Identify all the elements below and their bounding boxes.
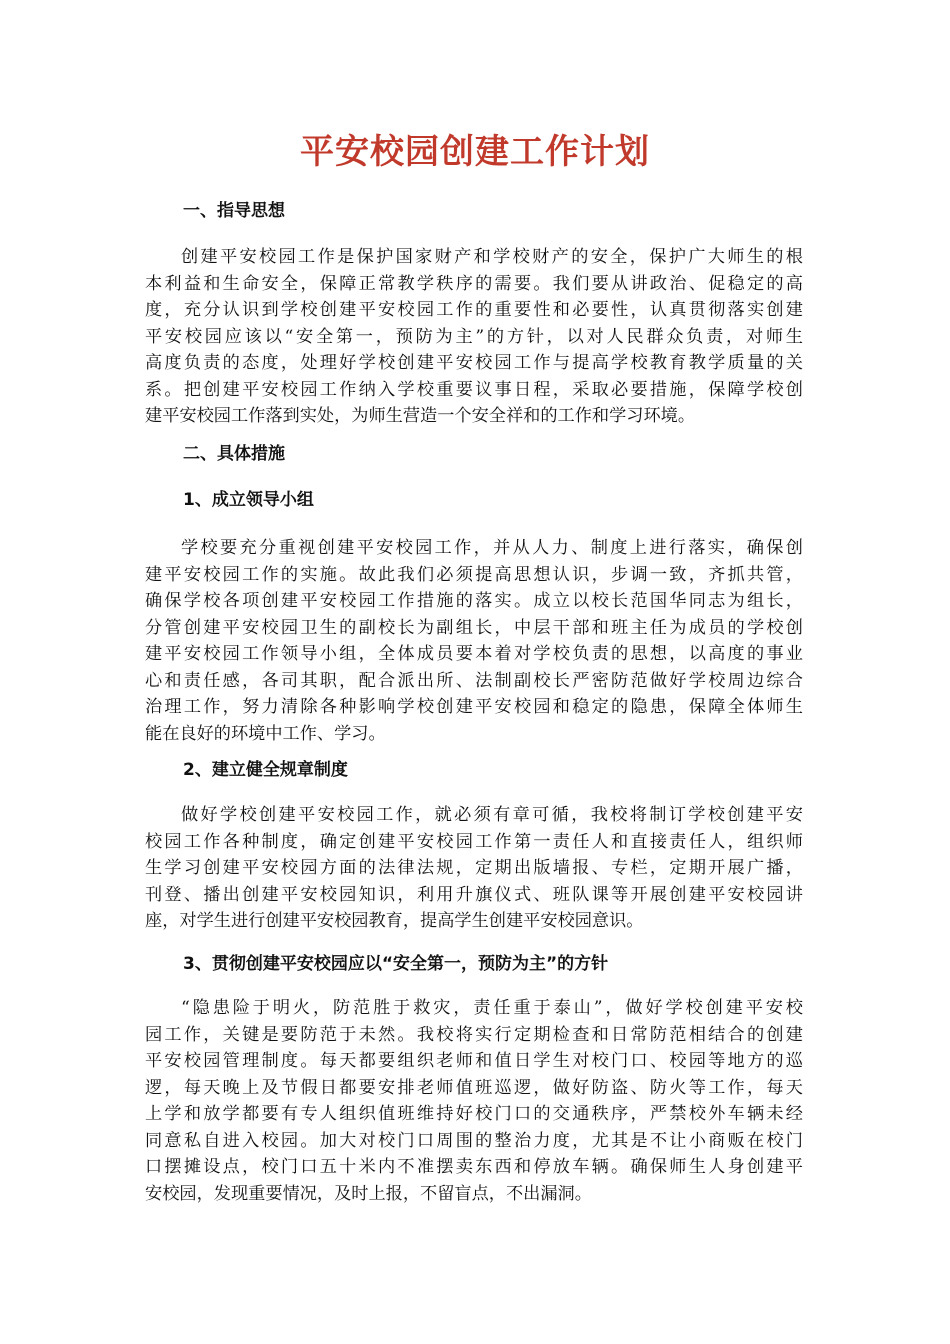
paragraph-line: 座，对学生进行创建平安校园教育，提高学生创建平安校园意识。 [145, 911, 644, 931]
paragraph-line: 心和责任感，各司其职，配合派出所、法制副校长严密防范做好学校周边综合 [145, 670, 803, 691]
paragraph-line: 治理工作，努力清除各种影响学校创建平安校园和稳定的隐患，保障全体师生 [145, 697, 803, 717]
paragraph-line: 确保学校各项创建平安校园工作措施的落实。成立以校长范国华同志为组长， [145, 591, 803, 611]
paragraph-line: 园工作，关键是要防范于未然。我校将实行定期检查和日常防范相结合的创建 [145, 1024, 803, 1045]
subsection-heading-safety-first: 3、贯彻创建平安校园应以“安全第一，预防为主”的方针 [183, 954, 609, 974]
paragraph-line: 校园工作各种制度，确定创建平安校园工作第一责任人和直接责任人，组织师 [145, 831, 803, 852]
paragraph-line: 平安校园管理制度。每天都要组织老师和值日学生对校门口、校园等地方的巡 [145, 1051, 803, 1071]
paragraph-line: 能在良好的环境中工作、学习。 [145, 723, 386, 744]
paragraph-line: 系。把创建平安校园工作纳入学校重要议事日程，采取必要措施，保障学校创 [145, 379, 803, 400]
paragraph-line: 平安校园应该以“安全第一，预防为主”的方针，以对人民群众负责，对师生 [145, 326, 803, 347]
paragraph-line: 建平安校园工作领导小组，全体成员要本着对学校负责的思想，以高度的事业 [145, 644, 803, 664]
paragraph-line: 高度负责的态度，处理好学校创建平安校园工作与提高学校教育教学质量的关 [145, 353, 803, 373]
section-heading-guiding-thought: 一、指导思想 [183, 201, 285, 221]
subsection-paragraph-rules [145, 802, 803, 935]
subsection-paragraph-leading-group [145, 535, 803, 747]
paragraph-line: 分管创建平安校园卫生的副校长为副组长，中层干部和班主任为成员的学校创 [145, 617, 803, 638]
paragraph-line: 同意私自进入校园。加大对校门口周围的整治力度，尤其是不让小商贩在校门 [145, 1130, 803, 1151]
subsection-heading-rules: 2、建立健全规章制度 [183, 760, 348, 780]
paragraph-line: 做好学校创建平安校园工作，就必须有章可循，我校将制订学校创建平安 [181, 805, 803, 825]
paragraph-line: 建平安校园工作的实施。故此我们必须提高思想认识，步调一致，齐抓共管， [145, 564, 803, 585]
document-title: 平安校园创建工作计划 [300, 132, 650, 172]
paragraph-line: 创建平安校园工作是保护国家财产和学校财产的安全，保护广大师生的根 [181, 247, 803, 267]
section-paragraph-guiding-thought [145, 244, 803, 430]
subsection-paragraph-safety-first [145, 995, 803, 1207]
paragraph-line: 逻，每天晚上及节假日都要安排老师值班巡逻，做好防盗、防火等工作，每天 [145, 1077, 803, 1098]
paragraph-line: 度，充分认识到学校创建平安校园工作的重要性和必要性，认真贯彻落实创建 [145, 300, 803, 320]
subsection-heading-leading-group: 1、成立领导小组 [183, 490, 314, 510]
paragraph-line: 建平安校园工作落到实处，为师生营造一个安全祥和的工作和学习环境。 [145, 406, 696, 426]
paragraph-line: 上学和放学都要有专人组织值班维持好校门口的交通秩序，严禁校外车辆未经 [145, 1104, 803, 1124]
paragraph-line: 生学习创建平安校园方面的法律法规，定期出版墙报、专栏，定期开展广播， [145, 858, 803, 878]
paragraph-line: 本利益和生命安全，保障正常教学秩序的需要。我们要从讲政治、促稳定的高 [145, 273, 803, 294]
paragraph-line: 口摆摊设点，校门口五十米内不准摆卖东西和停放车辆。确保师生人身创建平 [145, 1157, 803, 1177]
paragraph-line: 安校园，发现重要情况，及时上报，不留盲点，不出漏洞。 [145, 1183, 592, 1204]
paragraph-line: 刊登、播出创建平安校园知识，利用升旗仪式、班队课等开展创建平安校园讲 [145, 884, 803, 905]
section-heading-specific-measures: 二、具体措施 [183, 444, 285, 464]
paragraph-line: “隐患险于明火，防范胜于救灾，责任重于泰山”，做好学校创建平安校 [181, 998, 803, 1018]
paragraph-line: 学校要充分重视创建平安校园工作，并从人力、制度上进行落实，确保创 [181, 538, 803, 558]
